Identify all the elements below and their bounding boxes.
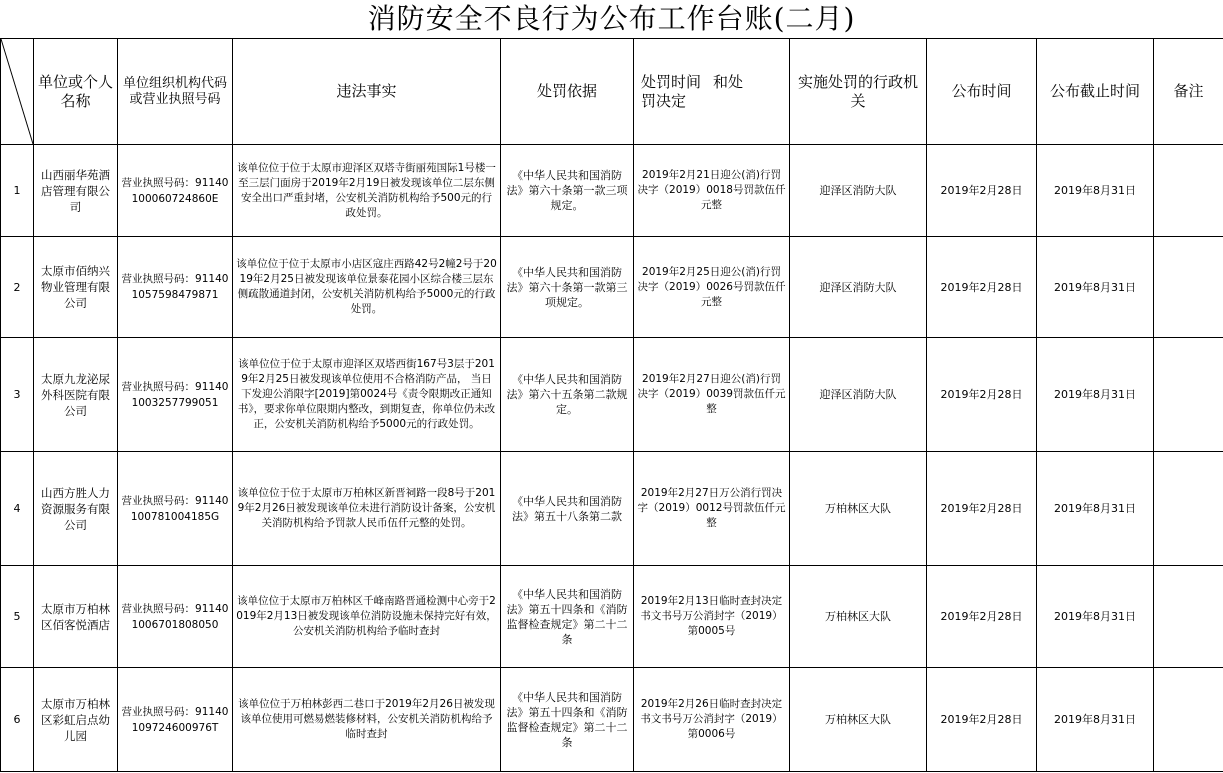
row-publish-date: 2019年2月28日 bbox=[927, 237, 1037, 338]
row-basis: 《中华人民共和国消防法》第六十五条第二款规定。 bbox=[501, 338, 634, 452]
row-publish-date: 2019年2月28日 bbox=[927, 566, 1037, 668]
row-remark bbox=[1154, 668, 1223, 772]
row-org: 迎泽区消防大队 bbox=[790, 338, 927, 452]
row-code: 营业执照号码：911401057598479871 bbox=[118, 237, 233, 338]
row-deadline: 2019年8月31日 bbox=[1037, 452, 1154, 566]
row-name: 太原市万柏林区彩虹启点幼儿园 bbox=[34, 668, 118, 772]
row-basis: 《中华人民共和国消防法》第五十八条第二款 bbox=[501, 452, 634, 566]
row-remark bbox=[1154, 237, 1223, 338]
header-basis: 处罚依据 bbox=[501, 39, 634, 145]
row-org: 万柏林区大队 bbox=[790, 566, 927, 668]
row-fact: 该单位位于位于太原市小店区寇庄西路42号2幢2号于2019年2月25日被发现该单位景泰花园小区综合楼三层东侧疏散通道封闭，公安机关消防机构给予5000元的行政处罚。 bbox=[233, 237, 501, 338]
row-basis: 《中华人民共和国消防法》第六十条第一款第三项规定。 bbox=[501, 237, 634, 338]
row-decision: 2019年2月13日临时查封决定书文书号万公消封字（2019）第0005号 bbox=[634, 566, 790, 668]
row-index: 4 bbox=[1, 452, 34, 566]
page-title: 消防安全不良行为公布工作台账(二月) bbox=[367, 2, 856, 35]
row-code: 营业执照号码：91140100781004185G bbox=[118, 452, 233, 566]
row-decision: 2019年2月27日迎公(消)行罚决字（2019）0039罚款伍仟元整 bbox=[634, 338, 790, 452]
row-fact: 该单位位于万柏林彭西二巷口于2019年2月26日被发现该单位使用可燃易燃装修材料，公安机关消防机构给予临时查封 bbox=[233, 668, 501, 772]
row-name: 太原市万柏林区佰客悦酒店 bbox=[34, 566, 118, 668]
row-remark bbox=[1154, 566, 1223, 668]
row-publish-date: 2019年2月28日 bbox=[927, 145, 1037, 237]
row-basis: 《中华人民共和国消防法》第六十条第一款三项规定。 bbox=[501, 145, 634, 237]
row-remark bbox=[1154, 145, 1223, 237]
row-code: 营业执照号码：91140109724600976T bbox=[118, 668, 233, 772]
row-org: 迎泽区消防大队 bbox=[790, 237, 927, 338]
header-remark: 备注 bbox=[1154, 39, 1223, 145]
row-decision: 2019年2月26日临时查封决定书文书号万公消封字（2019）第0006号 bbox=[634, 668, 790, 772]
table-row bbox=[1, 237, 1223, 338]
row-remark bbox=[1154, 338, 1223, 452]
row-deadline: 2019年8月31日 bbox=[1037, 145, 1154, 237]
header-corner-cell bbox=[1, 39, 34, 145]
header-time-b: 和处 bbox=[713, 72, 744, 91]
table-row bbox=[1, 145, 1223, 237]
row-index: 1 bbox=[1, 145, 34, 237]
header-time-line1 bbox=[637, 73, 786, 92]
row-remark bbox=[1154, 452, 1223, 566]
row-publish-date: 2019年2月28日 bbox=[927, 668, 1037, 772]
row-fact: 该单位位于位于太原市万柏林区新晋祠路一段8号于2019年2月26日被发现该单位未进行消防设计备案，公安机关消防机构给予罚款人民币伍仟元整的处罚。 bbox=[233, 452, 501, 566]
header-pub: 公布时间 bbox=[927, 39, 1037, 145]
header-fact: 违法事实 bbox=[233, 39, 501, 145]
row-code: 营业执照号码：911401003257799051 bbox=[118, 338, 233, 452]
row-deadline: 2019年8月31日 bbox=[1037, 237, 1154, 338]
table-row bbox=[1, 668, 1223, 772]
header-time-c: 罚决定 bbox=[641, 91, 687, 110]
header-name: 单位或个人名称 bbox=[34, 39, 118, 145]
diagonal-line-icon bbox=[1, 39, 33, 144]
row-org: 万柏林区大队 bbox=[790, 668, 927, 772]
row-name: 太原市佰纳兴物业管理有限公司 bbox=[34, 237, 118, 338]
row-index: 2 bbox=[1, 237, 34, 338]
row-decision: 2019年2月21日迎公(消)行罚决字（2019）0018号罚款伍仟元整 bbox=[634, 145, 790, 237]
row-name: 太原九龙泌尿外科医院有限公司 bbox=[34, 338, 118, 452]
row-org: 迎泽区消防大队 bbox=[790, 145, 927, 237]
row-org: 万柏林区大队 bbox=[790, 452, 927, 566]
row-name: 山西方胜人力资源服务有限公司 bbox=[34, 452, 118, 566]
row-publish-date: 2019年2月28日 bbox=[927, 452, 1037, 566]
row-code: 营业执照号码：91140100060724860E bbox=[118, 145, 233, 237]
row-deadline: 2019年8月31日 bbox=[1037, 566, 1154, 668]
row-decision: 2019年2月25日迎公(消)行罚决字（2019）0026号罚款伍仟元整 bbox=[634, 237, 790, 338]
row-fact: 该单位位于位于太原市迎泽区双塔西街167号3层于2019年2月25日被发现该单位使用不合格消防产品， 当日下发迎公消限字[2019]第0024号《责令限期改正通知书》，要求你单位限期内整改，到期复查，你单位仍未改正，公安机关消防机构给予5000元的行政处罚。 bbox=[233, 338, 501, 452]
row-fact: 该单位位于太原市万柏林区千峰南路晋通检测中心旁于2019年2月13日被发现该单位消防设施未保持完好有效，公安机关消防机构给予临时查封 bbox=[233, 566, 501, 668]
row-deadline: 2019年8月31日 bbox=[1037, 338, 1154, 452]
header-time-decision bbox=[634, 39, 790, 145]
ledger-table bbox=[0, 38, 1223, 772]
header-org: 实施处罚的行政机关 bbox=[790, 39, 927, 145]
row-index: 6 bbox=[1, 668, 34, 772]
table-row bbox=[1, 566, 1223, 668]
table-row bbox=[1, 452, 1223, 566]
row-deadline: 2019年8月31日 bbox=[1037, 668, 1154, 772]
row-basis: 《中华人民共和国消防法》第五十四条和《消防监督检查规定》第二十二条 bbox=[501, 668, 634, 772]
row-index: 3 bbox=[1, 338, 34, 452]
row-index: 5 bbox=[1, 566, 34, 668]
header-code: 单位组织机构代码或营业执照号码 bbox=[118, 39, 233, 145]
header-time-a: 处罚时间 bbox=[641, 72, 702, 91]
row-code: 营业执照号码：911401006701808050 bbox=[118, 566, 233, 668]
row-decision: 2019年2月27日万公消行罚决字（2019）0012号罚款伍仟元整 bbox=[634, 452, 790, 566]
header-deadline: 公布截止时间 bbox=[1037, 39, 1154, 145]
header-row bbox=[1, 39, 1223, 145]
row-name: 山西丽华苑酒店管理有限公司 bbox=[34, 145, 118, 237]
row-basis: 《中华人民共和国消防法》第五十四条和《消防监督检查规定》第二十二条 bbox=[501, 566, 634, 668]
header-time-line2 bbox=[637, 92, 786, 111]
row-fact: 该单位位于位于太原市迎泽区双塔寺街丽苑国际1号楼一至三层门面房于2019年2月19日被发现该单位二层东侧安全出口严重封堵，公安机关消防机构给予500元的行政处罚。 bbox=[233, 145, 501, 237]
table-row bbox=[1, 338, 1223, 452]
row-publish-date: 2019年2月28日 bbox=[927, 338, 1037, 452]
